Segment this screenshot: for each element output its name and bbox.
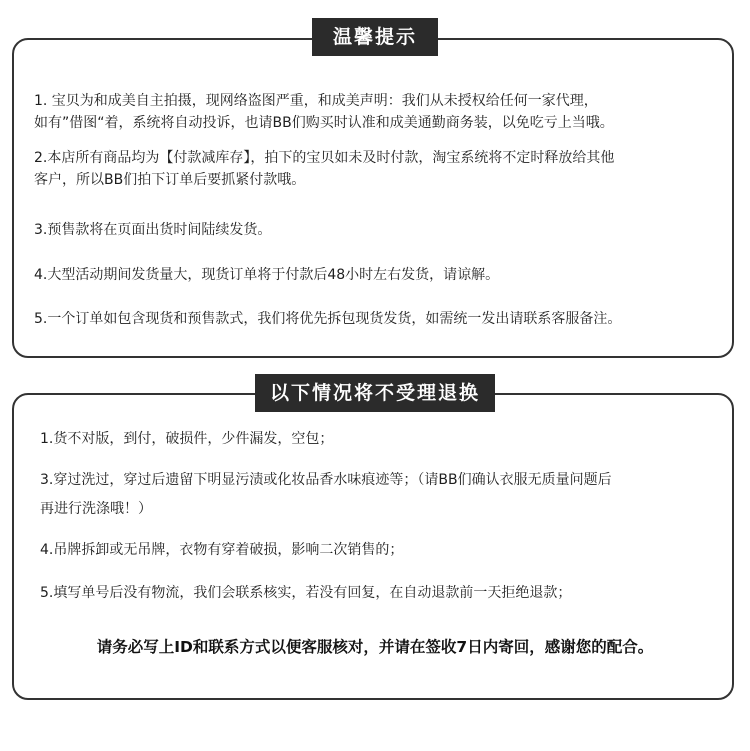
notice-line: 5.一个订单如包含现货和预售款式，我们将优先拆包现货发货，如需统一发出请联系客服备注。 (34, 311, 622, 327)
notice-line: 客户，所以BB们拍下订单后要抓紧付款哦。 (34, 172, 306, 188)
notice-line: 如有”借图“着，系统将自动投诉，也请BB们购买时认准和成美通勤商务装，以免吃亏上当哦。 (34, 115, 614, 131)
refund-line: 1.货不对版，到付，破损件，少件漏发，空包； (40, 431, 334, 447)
refund-line: 4.吊牌拆卸或无吊牌，衣物有穿着破损，影响二次销售的； (40, 542, 404, 558)
notice-line: 1. 宝贝为和成美自主拍摄，现网络盗图严重，和成美声明：我们从未授权给任何一家代理， (34, 93, 598, 109)
refund-line: 5.填写单号后没有物流，我们会联系核实，若没有回复，在自动退款前一天拒绝退款； (40, 585, 572, 601)
refund-line: 3.穿过洗过，穿过后遗留下明显污渍或化妆品香水味痕迹等；（请BB们确认衣服无质量问题后 (40, 472, 612, 488)
closing-note: 请务必写上ID和联系方式以便客服核对，并请在签收7日内寄回，感谢您的配合。 (96, 638, 654, 656)
refund-title: 以下情况将不受理退换 (255, 374, 495, 412)
notice-title: 温馨提示 (312, 18, 438, 56)
notice-line: 3.预售款将在页面出货时间陆续发货。 (34, 222, 272, 238)
notice-line: 4.大型活动期间发货量大，现货订单将于付款后48小时左右发货，请谅解。 (34, 267, 500, 283)
notice-line: 2.本店所有商品均为【付款减库存】，拍下的宝贝如未及时付款，淘宝系统将不定时释放给其他 (34, 150, 615, 166)
refund-line: 再进行洗涤哦！） (40, 501, 152, 517)
